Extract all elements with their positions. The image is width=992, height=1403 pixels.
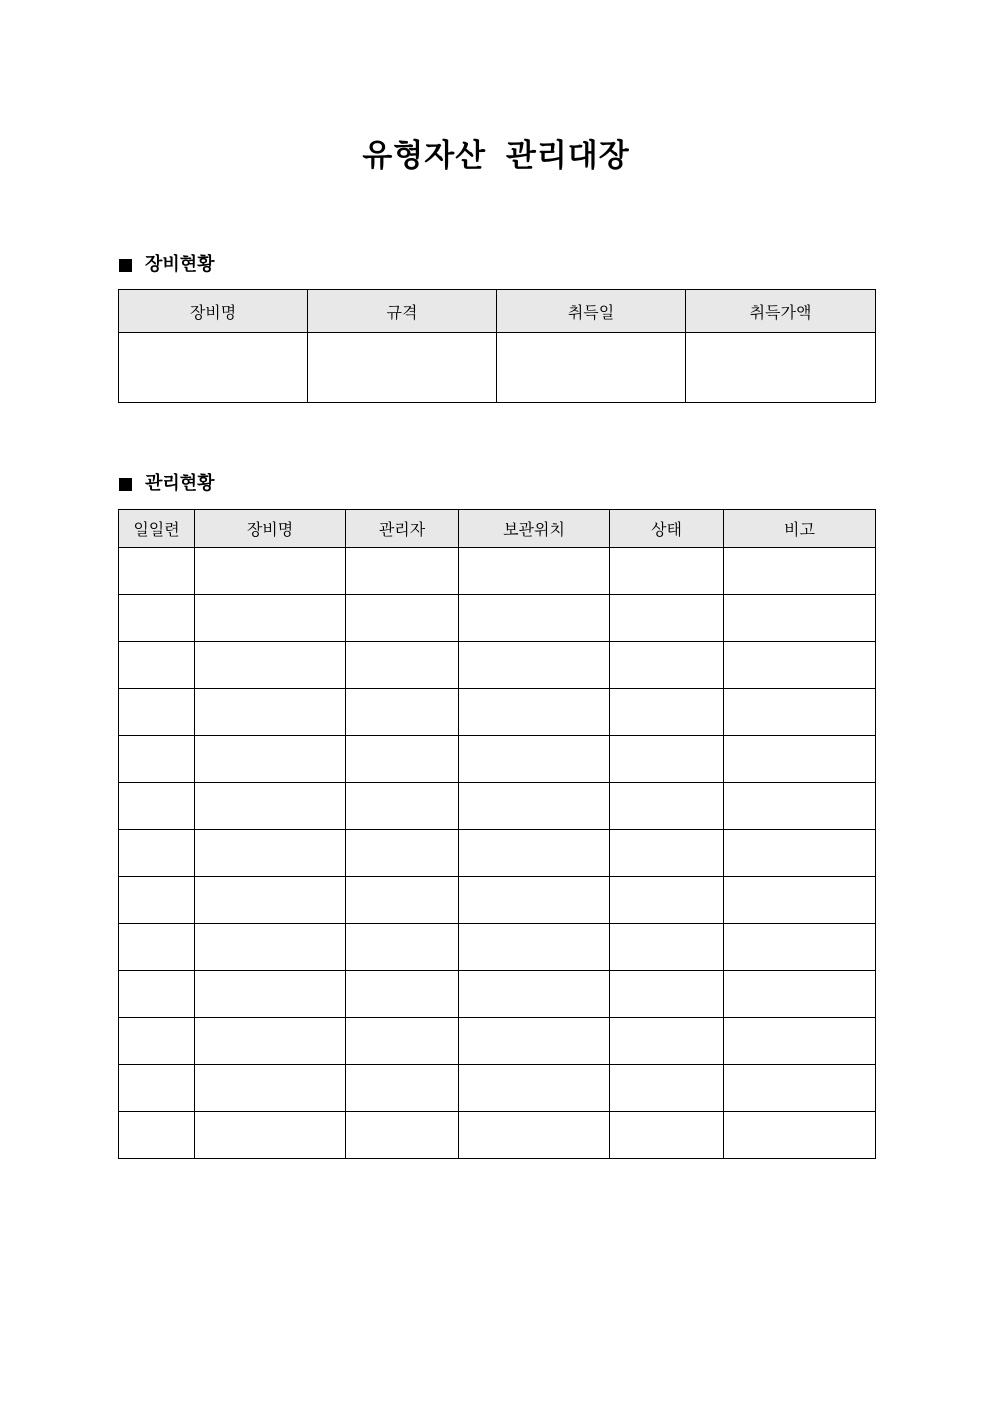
table-row <box>119 642 876 689</box>
table-cell[interactable] <box>724 830 876 877</box>
table-cell[interactable] <box>119 783 195 830</box>
table-cell[interactable] <box>195 924 346 971</box>
table-cell[interactable] <box>346 1018 459 1065</box>
table-cell[interactable] <box>346 548 459 595</box>
section-heading-label: 장비현황 <box>145 254 215 275</box>
table-cell[interactable] <box>686 333 876 403</box>
table-row <box>119 971 876 1018</box>
table-cell[interactable] <box>610 1112 724 1159</box>
table-cell[interactable] <box>346 1112 459 1159</box>
column-header: 보관위치 <box>459 510 610 548</box>
table-cell[interactable] <box>459 783 610 830</box>
table-cell[interactable] <box>724 689 876 736</box>
table-cell[interactable] <box>119 642 195 689</box>
table-cell[interactable] <box>724 642 876 689</box>
equipment-table <box>118 289 876 403</box>
table-cell[interactable] <box>195 1112 346 1159</box>
table-cell[interactable] <box>119 924 195 971</box>
table-cell[interactable] <box>346 924 459 971</box>
table-cell[interactable] <box>195 595 346 642</box>
table-cell[interactable] <box>610 736 724 783</box>
table-cell[interactable] <box>119 1065 195 1112</box>
column-header: 장비명 <box>119 290 308 333</box>
table-cell[interactable] <box>195 783 346 830</box>
column-header: 상태 <box>610 510 724 548</box>
table-cell[interactable] <box>724 1018 876 1065</box>
table-row <box>119 548 876 595</box>
table-row <box>119 333 876 403</box>
table-row <box>119 1018 876 1065</box>
table-cell[interactable] <box>610 830 724 877</box>
table-cell[interactable] <box>459 548 610 595</box>
table-cell[interactable] <box>346 595 459 642</box>
table-row <box>119 877 876 924</box>
column-header: 비고 <box>724 510 876 548</box>
table-cell[interactable] <box>119 1112 195 1159</box>
table-cell[interactable] <box>119 595 195 642</box>
table-cell[interactable] <box>119 830 195 877</box>
table-cell[interactable] <box>459 736 610 783</box>
table-header-row <box>119 510 876 548</box>
table-cell[interactable] <box>459 1065 610 1112</box>
table-cell[interactable] <box>195 971 346 1018</box>
table-cell[interactable] <box>308 333 497 403</box>
column-header: 취득가액 <box>686 290 876 333</box>
table-cell[interactable] <box>459 689 610 736</box>
table-cell[interactable] <box>610 924 724 971</box>
column-header: 관리자 <box>346 510 459 548</box>
table-row <box>119 595 876 642</box>
table-cell[interactable] <box>119 548 195 595</box>
table-cell[interactable] <box>724 971 876 1018</box>
table-row <box>119 783 876 830</box>
table-cell[interactable] <box>610 1018 724 1065</box>
table-cell[interactable] <box>459 971 610 1018</box>
table-cell[interactable] <box>195 642 346 689</box>
table-header-row <box>119 290 876 333</box>
table-cell[interactable] <box>724 736 876 783</box>
table-row <box>119 689 876 736</box>
table-cell[interactable] <box>724 595 876 642</box>
table-cell[interactable] <box>610 783 724 830</box>
table-cell[interactable] <box>195 1018 346 1065</box>
table-cell[interactable] <box>459 830 610 877</box>
table-cell[interactable] <box>610 971 724 1018</box>
table-cell[interactable] <box>346 1065 459 1112</box>
table-cell[interactable] <box>119 971 195 1018</box>
table-row <box>119 736 876 783</box>
table-cell[interactable] <box>610 689 724 736</box>
square-bullet-icon <box>119 478 132 491</box>
table-cell[interactable] <box>195 548 346 595</box>
table-cell[interactable] <box>195 689 346 736</box>
table-cell[interactable] <box>459 642 610 689</box>
table-cell[interactable] <box>724 1112 876 1159</box>
table-cell[interactable] <box>346 689 459 736</box>
column-header: 장비명 <box>195 510 346 548</box>
table-cell[interactable] <box>724 783 876 830</box>
section-heading-label: 관리현황 <box>145 473 215 494</box>
management-table <box>118 509 876 1159</box>
square-bullet-icon <box>119 259 132 272</box>
table-cell[interactable] <box>724 1065 876 1112</box>
section-heading-equipment <box>119 252 215 278</box>
page-title: 유형자산 관리대장 <box>362 138 630 174</box>
table-cell[interactable] <box>119 1018 195 1065</box>
table-row <box>119 1112 876 1159</box>
table-cell[interactable] <box>610 548 724 595</box>
table-row <box>119 830 876 877</box>
table-cell[interactable] <box>459 924 610 971</box>
table-cell[interactable] <box>346 736 459 783</box>
column-header: 취득일 <box>497 290 686 333</box>
table-cell[interactable] <box>610 1065 724 1112</box>
table-cell[interactable] <box>119 689 195 736</box>
table-cell[interactable] <box>610 595 724 642</box>
table-row <box>119 1065 876 1112</box>
table-cell[interactable] <box>119 333 308 403</box>
table-cell[interactable] <box>459 595 610 642</box>
table-cell[interactable] <box>724 877 876 924</box>
table-cell[interactable] <box>497 333 686 403</box>
table-cell[interactable] <box>346 971 459 1018</box>
table-cell[interactable] <box>724 548 876 595</box>
table-cell[interactable] <box>459 877 610 924</box>
table-cell[interactable] <box>195 830 346 877</box>
table-cell[interactable] <box>724 924 876 971</box>
table-cell[interactable] <box>346 642 459 689</box>
table-cell[interactable] <box>610 877 724 924</box>
table-cell[interactable] <box>610 642 724 689</box>
table-row <box>119 924 876 971</box>
table-cell[interactable] <box>195 736 346 783</box>
table-cell[interactable] <box>346 830 459 877</box>
table-cell[interactable] <box>195 1065 346 1112</box>
table-cell[interactable] <box>195 877 346 924</box>
table-cell[interactable] <box>119 736 195 783</box>
table-cell[interactable] <box>459 1018 610 1065</box>
table-cell[interactable] <box>119 877 195 924</box>
table-cell[interactable] <box>459 1112 610 1159</box>
table-cell[interactable] <box>346 877 459 924</box>
table-cell[interactable] <box>346 783 459 830</box>
column-header: 규격 <box>308 290 497 333</box>
column-header: 일일련 <box>119 510 195 548</box>
section-heading-management <box>119 471 215 497</box>
